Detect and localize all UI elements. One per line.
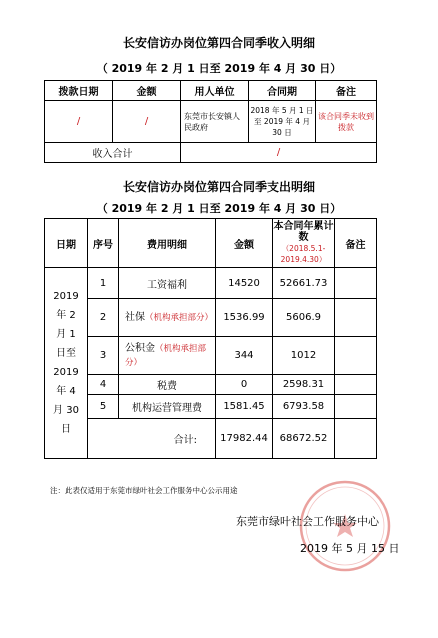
expense-header-item: 费用明细 bbox=[119, 219, 216, 268]
row-ytd: 6793.58 bbox=[273, 395, 335, 419]
income-header-row bbox=[45, 81, 377, 101]
date-part: 年 4 bbox=[56, 386, 76, 397]
sign-date: 2019 年 5 月 15 日 bbox=[300, 542, 400, 555]
row-amount: 1536.99 bbox=[216, 299, 273, 337]
expense-total-amount: 17982.44 bbox=[216, 419, 273, 459]
row-item-label: 社保 bbox=[125, 311, 145, 323]
income-period: （ 2019 年 2 月 1 日至 2019 年 4 月 30 日） bbox=[96, 62, 342, 75]
row-ytd: 2598.31 bbox=[273, 375, 335, 395]
expense-header-ytd-label: 本合同年累计数 bbox=[273, 221, 334, 243]
row-amount: 1581.45 bbox=[216, 395, 273, 419]
expense-header-ytd bbox=[273, 219, 335, 268]
date-part: 日至 bbox=[56, 348, 76, 359]
income-data-row bbox=[45, 101, 377, 143]
row-item-note: （机构承担部分） bbox=[125, 343, 207, 368]
income-amount: / bbox=[113, 101, 181, 143]
row-item: 机构运营管理费 bbox=[119, 395, 216, 419]
income-header-employer: 用人单位 bbox=[181, 81, 249, 101]
date-part: 月 1 bbox=[56, 329, 76, 340]
expense-header-ytd-range: （2018.5.1-2019.4.30） bbox=[280, 244, 327, 264]
row-ytd: 1012 bbox=[273, 337, 335, 375]
row-ytd: 5606.9 bbox=[273, 299, 335, 337]
date-part: 2019 bbox=[53, 367, 79, 378]
income-total-row bbox=[45, 143, 377, 163]
organization-name: 东莞市绿叶社会工作服务中心 bbox=[236, 515, 379, 528]
table-row bbox=[45, 299, 377, 337]
row-amount: 14520 bbox=[216, 268, 273, 299]
row-remark bbox=[335, 337, 377, 375]
date-part: 日 bbox=[61, 424, 71, 435]
table-row bbox=[45, 375, 377, 395]
row-no: 2 bbox=[88, 299, 119, 337]
income-header-remark: 备注 bbox=[316, 81, 377, 101]
row-item: 税费 bbox=[119, 375, 216, 395]
income-header-contract: 合同期 bbox=[249, 81, 316, 101]
table-row bbox=[45, 337, 377, 375]
row-remark bbox=[335, 299, 377, 337]
row-remark bbox=[335, 395, 377, 419]
expense-title: 长安信访办岗位第四合同季支出明细 bbox=[122, 180, 315, 194]
date-part: 月 30 bbox=[53, 405, 79, 416]
footnote: 注：此表仅适用于东莞市绿叶社会工作服务中心公示用途 bbox=[50, 486, 238, 495]
income-total-label: 收入合计 bbox=[45, 143, 181, 163]
income-table bbox=[44, 80, 377, 163]
expense-period: （ 2019 年 2 月 1 日至 2019 年 4 月 30 日） bbox=[96, 202, 342, 215]
row-item-label: 公积金 bbox=[125, 342, 155, 354]
expense-header-no: 序号 bbox=[88, 219, 119, 268]
expense-total-label: 合计: bbox=[88, 419, 216, 459]
income-employer: 东莞市长安镇人民政府 bbox=[181, 101, 249, 143]
row-no: 1 bbox=[88, 268, 119, 299]
expense-total-ytd: 68672.52 bbox=[273, 419, 335, 459]
income-contract: 2018 年 5 月 1 日至 2019 年 4 月 30 日 bbox=[249, 101, 316, 143]
income-title: 长安信访办岗位第四合同季收入明细 bbox=[122, 36, 315, 50]
expense-date-span bbox=[45, 268, 88, 459]
date-part: 2019 bbox=[53, 291, 79, 302]
expense-header-amount: 金额 bbox=[216, 219, 273, 268]
row-item bbox=[119, 299, 216, 337]
income-date: / bbox=[45, 101, 113, 143]
income-header-amount: 金额 bbox=[113, 81, 181, 101]
income-remark: 该合同季未收到拨款 bbox=[316, 101, 377, 143]
table-row bbox=[45, 268, 377, 299]
income-total-value: / bbox=[181, 143, 377, 163]
row-ytd: 52661.73 bbox=[273, 268, 335, 299]
row-remark bbox=[335, 375, 377, 395]
expense-header-remark: 备注 bbox=[335, 219, 377, 268]
expense-total-row bbox=[45, 419, 377, 459]
row-no: 5 bbox=[88, 395, 119, 419]
row-item: 工资福利 bbox=[119, 268, 216, 299]
expense-table bbox=[44, 218, 377, 459]
table-row bbox=[45, 395, 377, 419]
date-part: 年 2 bbox=[56, 310, 76, 321]
row-no: 4 bbox=[88, 375, 119, 395]
row-item bbox=[119, 337, 216, 375]
row-item-note: （机构承担部分） bbox=[145, 312, 214, 323]
row-remark bbox=[335, 268, 377, 299]
row-amount: 0 bbox=[216, 375, 273, 395]
expense-header-row bbox=[45, 219, 377, 268]
expense-header-date: 日期 bbox=[45, 219, 88, 268]
expense-total-remark bbox=[335, 419, 377, 459]
row-no: 3 bbox=[88, 337, 119, 375]
row-amount: 344 bbox=[216, 337, 273, 375]
income-header-date: 拨款日期 bbox=[45, 81, 113, 101]
